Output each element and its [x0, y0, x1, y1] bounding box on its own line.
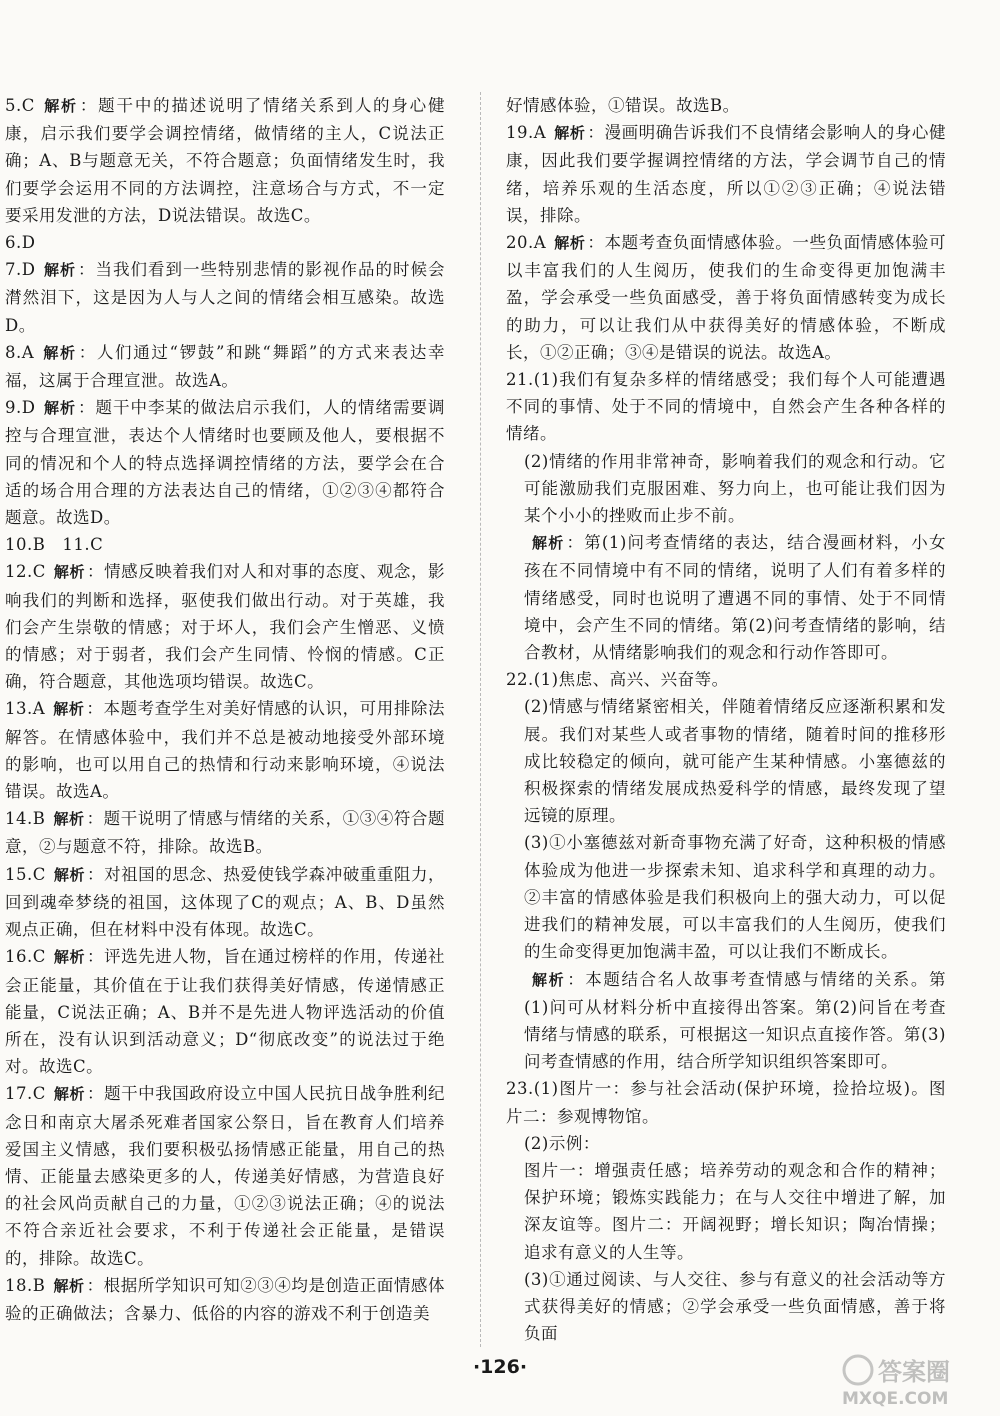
answer-text: ：题干说明了情感与情绪的关系，①③④符合题意，②与题意不符，排除。故选B。	[5, 809, 445, 857]
answer-entry	[5, 1272, 445, 1327]
answer-entry	[5, 92, 445, 229]
answer-entry	[5, 943, 445, 1080]
left-column	[5, 92, 445, 1327]
question-number: 22.	[506, 670, 534, 690]
answer-entry	[506, 666, 946, 693]
answer-text: ：人们通过“锣鼓”和跳“舞蹈”的方式来表达幸福，这属于合理宣泄。故选A。	[5, 342, 445, 391]
watermark-line2: MXQE.COM	[842, 1389, 949, 1409]
question-number: 9.D	[5, 398, 36, 418]
answer-entry	[506, 92, 946, 119]
answer-text: ：题干中的描述说明了情绪关系到人的身心健康，启示我们要学会调控情绪，做情绪的主人，C说法正确；A、B与题意无关，不符合题意；负面情绪发生时，我们要学会运用不同的方法调控，注意场合与方式，不一定要采用发泄的方法，D说法错误。故选C。	[5, 96, 445, 225]
analysis-label: 解析	[53, 810, 85, 829]
answer-text: 好情感体验，①错误。故选B。	[506, 96, 740, 115]
right-column	[506, 92, 946, 1347]
question-number: 21.	[506, 370, 534, 390]
answer-text: ：本题考查学生对美好情感的认识，可用排除法解答。在情感体验中，我们并不总是被动地接受外部环境的影响，也可以用自己的热情和行动来影响环境，④说法错误。故选A。	[5, 699, 445, 802]
analysis-label: 解析	[532, 970, 566, 989]
question-number: 19.A	[506, 123, 547, 143]
answer-text: (2)示例：	[524, 1133, 600, 1153]
analysis-label: 解析	[53, 1085, 86, 1104]
answer-text: (3)①通过阅读、与人交往、参与有意义的社会活动等方式获得美好的情感；②学会承受一些负面情感，善于将负面	[524, 1269, 946, 1344]
answer-entry	[506, 366, 946, 448]
question-number: 23.	[506, 1079, 534, 1099]
analysis-label: 解析	[532, 534, 565, 553]
answer-text: ：本题结合名人故事考查情感与情绪的关系。第(1)问可从材料分析中直接得出答案。第(2)问旨在考查情绪与情感的联系，可根据这一知识点直接作答。第(3)问考查情感的作用，结合所学知识组织答案即可。	[524, 969, 946, 1072]
answer-entry	[5, 394, 445, 531]
answer-text: ：漫画明确告诉我们不良情绪会影响人的身心健康，因此我们要学握调控情绪的方法，学会调节自己的情绪，培养乐观的生活态度，所以①②③正确；④说法错误，排除。	[506, 123, 946, 225]
answer-entry	[506, 119, 946, 229]
answer-entry	[506, 1075, 946, 1129]
answer-text: ：第(1)问考查情绪的表达，结合漫画材料，小女孩在不同情境中有不同的情绪，说明了人们有着多样的情绪感受，同时也说明了遭遇不同的事情、处于不同情境中，会产生不同的情绪。第(2)问考查情绪的影响，结合教材，从情绪影响我们的观念和行动作答即可。	[524, 533, 946, 663]
answer-entry	[506, 1157, 946, 1266]
answer-entry	[506, 448, 946, 530]
analysis-label: 解析	[53, 563, 86, 582]
answer-entry	[5, 695, 445, 805]
question-number: 18.B	[5, 1275, 46, 1295]
answer-entry	[506, 966, 946, 1076]
question-number: 8.A	[5, 342, 35, 362]
question-number: 20.A	[506, 233, 547, 253]
question-number: 6.D	[5, 233, 36, 253]
column-divider	[480, 92, 481, 1347]
analysis-label: 解析	[53, 865, 86, 884]
answer-entry	[5, 339, 445, 394]
answer-entry	[506, 1266, 946, 1348]
question-number: 17.C	[5, 1084, 46, 1104]
answer-text: (3)①小塞德兹对新奇事物充满了好奇，这种积极的情感体验成为他进一步探索未知、追求科学和真理的动力。②丰富的情感体验是我们积极向上的强大动力，可以促进我们的精神发展，可以丰富我们的人生阅历，使我们的生命变得更加饱满丰盈，可以让我们不断成长。	[524, 833, 946, 962]
answer-entry	[506, 529, 946, 666]
question-number: 7.D	[5, 260, 36, 280]
answer-text: ：根据所学知识可知②③④均是创造正面情感体验的正确做法；含暴力、低俗的内容的游戏不利于创造美	[5, 1275, 445, 1323]
answer-entry	[5, 861, 445, 944]
answer-text: ：题干中李某的做法启示我们，人的情绪需要调控与合理宣泄，表达个人情绪时也要顾及他人，要根据不同的情况和个人的特点选择调控情绪的方法，要学会在合适的场合用合理的方法表达自己的情绪，①②③④都符合题意。故选D。	[5, 398, 445, 528]
answer-text: ：题干中我国政府设立中国人民抗日战争胜利纪念日和南京大屠杀死难者国家公祭日，旨在教育人们培养爱国主义情感，我们要积极弘扬情感正能量，用自己的热情、正能量去感染更多的人，传递美好情感，为营造良好的社会风尚贡献自己的力量，①②③说法正确；④的说法不符合亲近社会要求，不利于传递社会正能量，是错误的，排除。故选C。	[5, 1084, 445, 1268]
answer-entry	[5, 531, 445, 558]
answer-text: (1)我们有复杂多样的情绪感受；我们每个人可能遭遇不同的事情、处于不同的情境中，自然会产生各种各样的情绪。	[506, 370, 946, 444]
answer-entry	[506, 693, 946, 829]
analysis-label: 解析	[42, 343, 77, 362]
answer-entry	[5, 229, 445, 256]
answer-text: (2)情绪的作用非常神奇，影响着我们的观念和行动。它可能激励我们克服困难、努力向上，也可能让我们因为某个小小的挫败而止步不前。	[524, 451, 946, 526]
analysis-label: 解析	[43, 261, 76, 280]
watermark-line1: 答案圈	[878, 1358, 950, 1386]
answer-entry	[5, 558, 445, 695]
question-number: 5.C	[5, 96, 35, 115]
answer-text: ：评选先进人物，旨在通过榜样的作用，传递社会正能量，其价值在于让我们获得美好情感，传递情感正能量，C说法正确；A、B并不是先进人物评选活动的价值所在，没有认识到活动意义；D“彻底改变”的说法过于绝对。故选C。	[5, 947, 445, 1077]
analysis-label: 解析	[53, 700, 85, 719]
question-number: 10.B 11.C	[5, 535, 104, 555]
question-number: 13.A	[5, 699, 46, 719]
answer-text: 图片一：增强责任感；培养劳动的观念和合作的精神；保护环境；锻炼实践能力；在与人交往中增进了解，加深友谊等。图片二：开阔视野；增长知识；陶冶情操；追求有意义的人生等。	[524, 1160, 946, 1262]
answer-text: ：情感反映着我们对人和对事的态度、观念，影响我们的判断和选择，驱使我们做出行动。对于英雄，我们会产生崇敬的情感；对于坏人，我们会产生憎恶、义愤的情感；对于弱者，我们会产生同情、怜悯的情感。C正确，符合题意，其他选项均错误。故选C。	[5, 562, 445, 692]
answer-text: (1)图片一：参与社会活动(保护环境，捡拾垃圾)。图片二：参观博物馆。	[506, 1079, 946, 1126]
analysis-label: 解析	[43, 399, 76, 418]
analysis-label: 解析	[53, 1276, 85, 1295]
answer-entry	[506, 829, 946, 965]
answer-entry	[506, 1130, 946, 1157]
answer-entry	[5, 1080, 445, 1271]
question-number: 15.C	[5, 864, 46, 884]
analysis-label: 解析	[554, 124, 586, 143]
question-number: 12.C	[5, 562, 46, 582]
analysis-label: 解析	[42, 97, 78, 115]
answer-entry	[5, 805, 445, 860]
page-number: ·126·	[472, 1356, 528, 1378]
answer-text: (1)焦虑、高兴、兴奋等。	[533, 670, 729, 690]
answer-entry	[5, 256, 445, 339]
answer-text: (2)情感与情绪紧密相关，伴随着情绪反应逐渐积累和发展。我们对某些人或者事物的情绪，随着时间的推移形成比较稳定的倾向，就可能产生某种情感。小塞德兹的积极探索的情绪发展成热爱科学的情感，最终发现了望远镜的原理。	[524, 697, 946, 826]
answer-text: ：本题考查负面情感体验。一些负面情感体验可以丰富我们的人生阅历，使我们的生命变得更加饱满丰盈，学会承受一些负面感受，善于将负面情感转变为成长的助力，可以让我们从中获得美好的情感体验，不断成长，①②正确；③④是错误的说法。故选A。	[506, 233, 946, 362]
answer-text: ：当我们看到一些特别悲情的影视作品的时候会潸然泪下，这是因为人与人之间的情绪会相互感染。故选D。	[5, 260, 445, 335]
analysis-label: 解析	[554, 234, 586, 253]
question-number: 14.B	[5, 809, 46, 829]
analysis-label: 解析	[53, 948, 86, 967]
watermark-logo	[838, 1352, 988, 1410]
question-number: 16.C	[5, 947, 46, 967]
answer-entry	[506, 229, 946, 366]
answer-text: ：对祖国的思念、热爱使钱学森冲破重重阻力，回到魂牵梦绕的祖国，这体现了C的观点；A、B、D虽然观点正确，但在材料中没有体现。故选C。	[5, 864, 445, 940]
